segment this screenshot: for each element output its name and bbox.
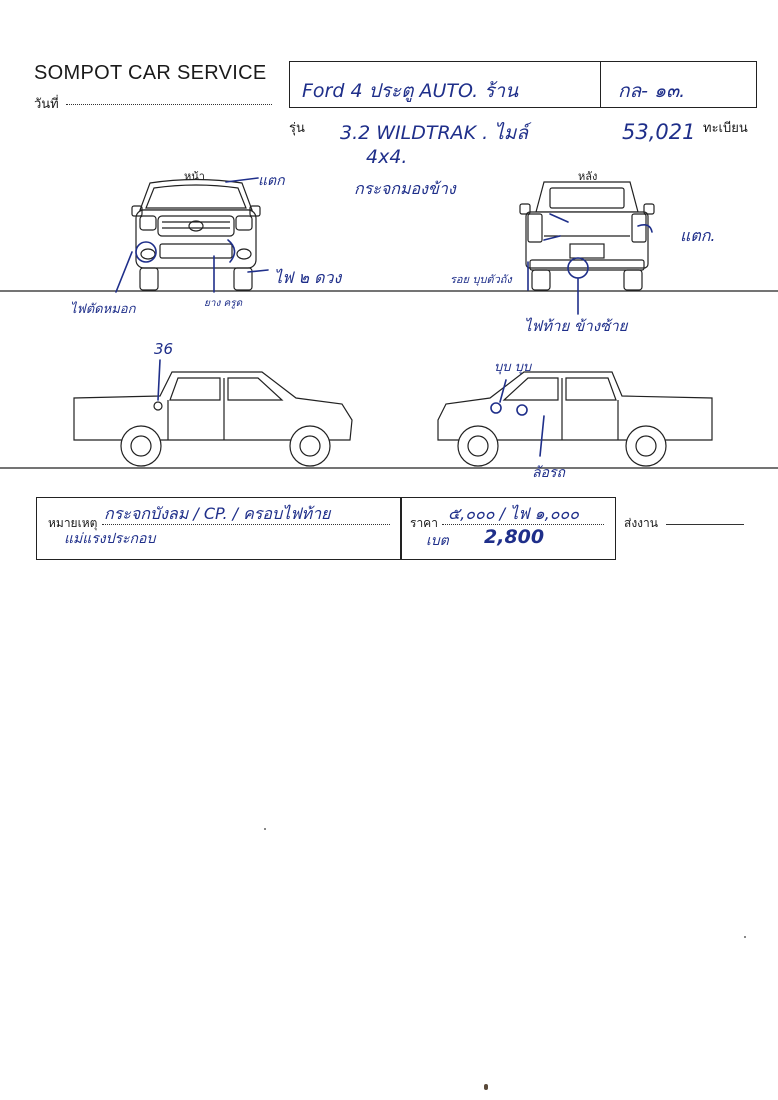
rear-label: หลัง	[578, 171, 598, 183]
front-left-note: ไฟตัดหมอก	[70, 302, 136, 317]
rear-left-note: รอย บุบตัวถัง	[450, 273, 512, 286]
plate-handwriting: กล- ๑๓.	[618, 80, 686, 102]
model-label: รุ่น	[289, 120, 305, 135]
right-side-truck	[438, 372, 712, 466]
front-top-note: แตก	[258, 173, 285, 189]
side-right-top-note: บุบ บุบ	[494, 360, 532, 375]
side-right-bottom-note: ล้อรถ	[532, 465, 565, 481]
left-side-truck	[74, 372, 352, 466]
plate-label: ทะเบียน	[703, 120, 748, 135]
price-label: ราคา	[410, 516, 438, 530]
rear-bottom-note: ไฟท้าย ข้างซ้าย	[524, 317, 628, 335]
remarks-line-2-text: แม่แรงประกอบ	[64, 531, 156, 547]
front-view-truck	[132, 180, 260, 291]
rear-right-note: แตก.	[680, 226, 716, 245]
price-total-text: 2,800	[484, 526, 545, 548]
mileage-handwriting: 53,021	[622, 120, 696, 144]
company-name: SOMPOT CAR SERVICE	[34, 62, 267, 84]
remarks-line-1-text: กระจกบังลม / CP. / ครอบไฟท้าย	[104, 504, 331, 523]
price-line-2-text: เบต	[426, 533, 449, 549]
price-line-1-text: ๕,๐๐๐ / ไฟ ๑,๐๐๐	[448, 504, 580, 523]
vehicle-handwriting: Ford 4 ประตู AUTO. ร้าน	[302, 80, 519, 102]
date-label: วันที่	[34, 96, 59, 111]
side-left-top-note: 36	[154, 340, 174, 358]
deliver-label: ส่งงาน	[624, 516, 658, 530]
mirror-note: กระจกมองข้าง	[354, 179, 456, 198]
front-bottom-left-note: ยาง ครูด	[204, 298, 243, 309]
drive-handwriting: 4x4.	[366, 146, 408, 168]
model-handwriting: 3.2 WILDTRAK . ไมล์	[340, 122, 528, 144]
deliver-line	[666, 524, 744, 525]
front-bottom-right-note: ไฟ ๒ ดวง	[274, 268, 342, 287]
scan-speck	[484, 1084, 488, 1090]
remarks-label: หมายเหตุ	[48, 516, 98, 530]
scan-speck	[264, 828, 266, 830]
scan-speck	[744, 936, 746, 938]
front-label: หน้า	[184, 171, 205, 183]
